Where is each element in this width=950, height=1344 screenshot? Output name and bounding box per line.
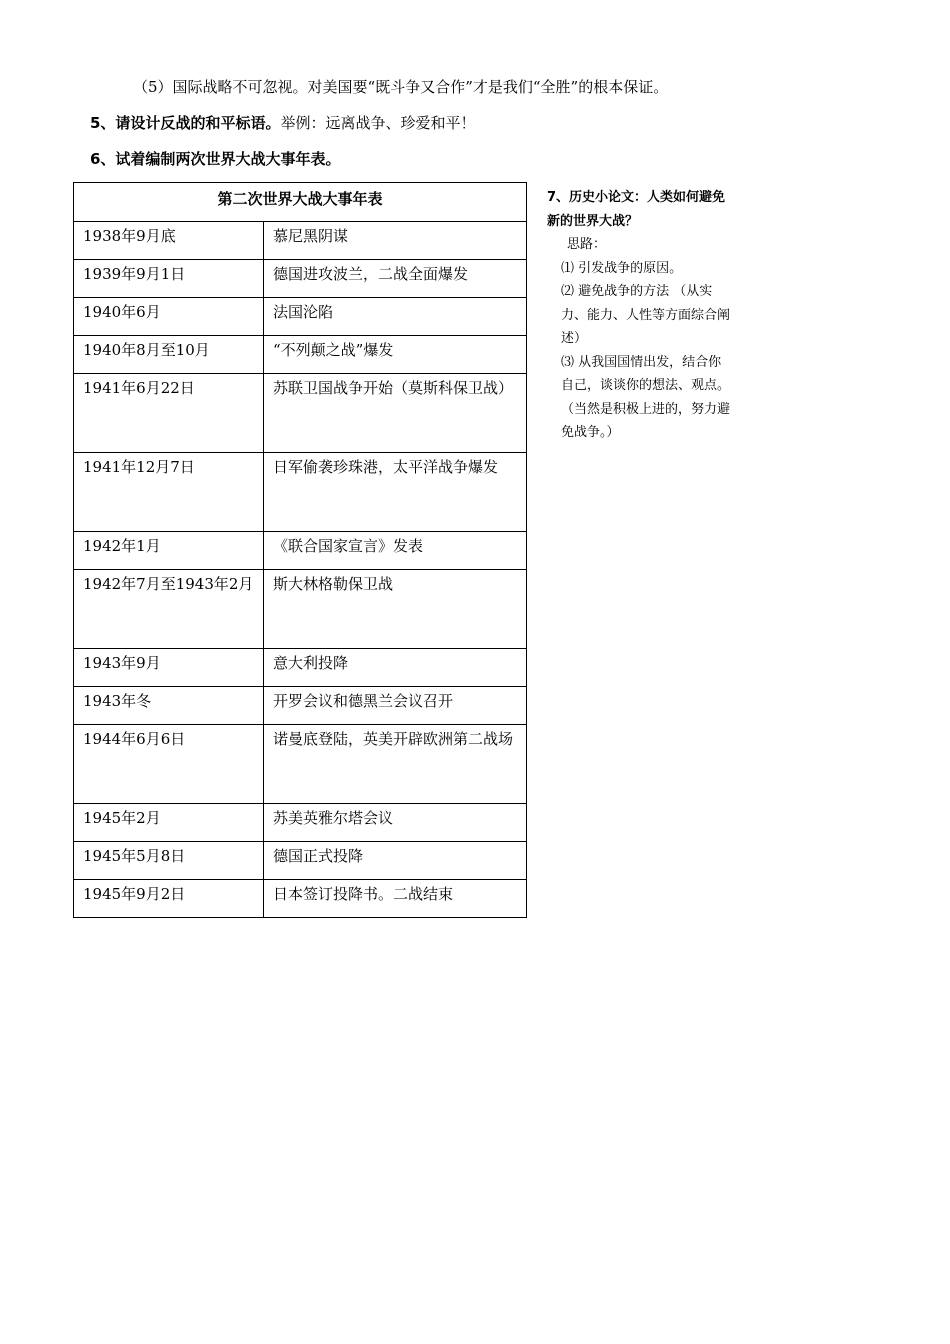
event-description: 德国进攻波兰，二战全面爆发 <box>264 260 527 298</box>
event-description: 苏联卫国战争开始（莫斯科保卫战） <box>264 374 527 453</box>
question-5 <box>90 113 475 133</box>
event-date: 1943年冬 <box>74 687 264 725</box>
event-description: 《联合国家宣言》发表 <box>264 532 527 570</box>
question-5-prompt: 5、请设计反战的和平标语。 <box>90 114 281 132</box>
event-date: 1945年2月 <box>74 804 264 842</box>
event-date: 1942年7月至1943年2月 <box>74 570 264 649</box>
event-description: 开罗会议和德黑兰会议召开 <box>264 687 527 725</box>
question-6 <box>90 149 340 169</box>
wwii-events-table <box>73 182 527 918</box>
event-description: “不列颠之战”爆发 <box>264 336 527 374</box>
event-description: 苏美英雅尔塔会议 <box>264 804 527 842</box>
event-description: 日本签订投降书。二战结束 <box>264 880 527 918</box>
essay-title: 7、历史小论文：人类如何避免新的世界大战？ <box>547 190 726 229</box>
table-row <box>74 880 527 918</box>
event-date: 1939年9月1日 <box>74 260 264 298</box>
essay-step-3: ⑶ 从我国国情出发，结合你自己，谈谈你的想法、观点。（当然是积极上进的，努力避免战争。） <box>561 354 731 440</box>
table-row <box>74 453 527 532</box>
event-date: 1938年9月底 <box>74 222 264 260</box>
table-row <box>74 374 527 453</box>
event-date: 1942年1月 <box>74 532 264 570</box>
event-description: 慕尼黑阴谋 <box>264 222 527 260</box>
event-description: 诺曼底登陆，英美开辟欧洲第二战场 <box>264 725 527 804</box>
table-row <box>74 725 527 804</box>
event-date: 1941年6月22日 <box>74 374 264 453</box>
event-description: 法国沦陷 <box>264 298 527 336</box>
event-description: 日军偷袭珍珠港，太平洋战争爆发 <box>264 453 527 532</box>
table-row <box>74 570 527 649</box>
thinking-label: 思路： <box>567 237 607 252</box>
item-5-text: （5）国际战略不可忽视。对美国要“既斗争又合作”才是我们“全胜”的根本保证。 <box>133 78 669 96</box>
event-date: 1945年5月8日 <box>74 842 264 880</box>
event-description: 斯大林格勒保卫战 <box>264 570 527 649</box>
essay-step-1: ⑴ 引发战争的原因。 <box>561 260 683 276</box>
essay-prompt-panel <box>547 186 732 445</box>
event-date: 1941年12月7日 <box>74 453 264 532</box>
table-title: 第二次世界大战大事年表 <box>74 183 527 222</box>
event-date: 1943年9月 <box>74 649 264 687</box>
event-description: 德国正式投降 <box>264 842 527 880</box>
event-date: 1944年6月6日 <box>74 725 264 804</box>
event-date: 1945年9月2日 <box>74 880 264 918</box>
event-date: 1940年6月 <box>74 298 264 336</box>
essay-step-2: ⑵ 避免战争的方法 （从实力、能力、人性等方面综合阐述） <box>561 284 731 346</box>
question-5-example: 举例：远离战争、珍爱和平！ <box>280 114 476 132</box>
event-date: 1940年8月至10月 <box>74 336 264 374</box>
question-6-prompt: 6、试着编制两次世界大战大事年表。 <box>90 150 341 168</box>
event-description: 意大利投降 <box>264 649 527 687</box>
